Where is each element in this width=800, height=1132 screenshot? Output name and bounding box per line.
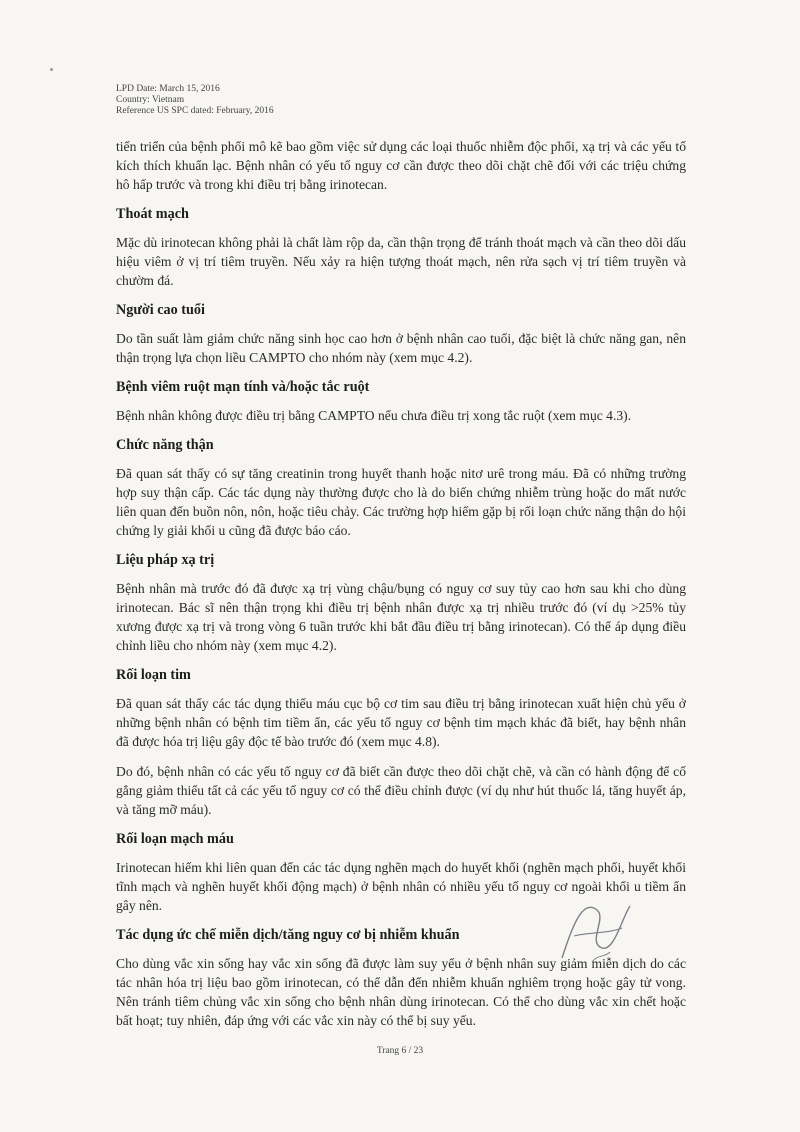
section-paragraph: Do tần suất làm giảm chức năng sinh học cao hơn ở bệnh nhân cao tuổi, đặc biệt là chức năng gan, nên thận trọng lựa chọn liều CAMPTO cho nhóm này (xem mục 4.2). xyxy=(116,331,686,365)
section-paragraph: Bệnh nhân mà trước đó đã được xạ trị vùng chậu/bụng có nguy cơ suy tủy cao hơn sau khi cho dùng irinotecan. Bác sĩ nên thận trọng khi điều trị bệnh nhân được xạ trị nhiều trước đó (ví dụ >25% tủy xương được xạ trị và trong vòng 6 tuần trước khi bắt đầu điều trị bằng irinotecan). Có thể áp dụng điều chỉnh liều cho nhóm này (xem mục 4.2). xyxy=(116,581,686,653)
section-paragraph: Mặc dù irinotecan không phải là chất làm rộp da, cần thận trọng để tránh thoát mạch và cần theo dõi dấu hiệu viêm ở vị trí tiêm truyền. Nếu xảy ra hiện tượng thoát mạch, nên rửa sạch vị trí tiêm truyền và chườm đá. xyxy=(116,235,686,288)
section-heading: Người cao tuổi xyxy=(116,302,205,318)
section-heading: Chức năng thận xyxy=(116,437,214,453)
header-lpd-date: LPD Date: March 15, 2016 xyxy=(116,84,220,94)
section-heading: Rối loạn mạch máu xyxy=(116,831,234,847)
section-heading: Bệnh viêm ruột mạn tính và/hoặc tắc ruột xyxy=(116,379,370,395)
section-heading: Tác dụng ức chế miễn dịch/tăng nguy cơ bị nhiễm khuẩn xyxy=(116,927,460,943)
section-paragraph: Bệnh nhân không được điều trị bằng CAMPTO nếu chưa điều trị xong tắc ruột (xem mục 4.3). xyxy=(116,408,632,423)
page-number: Trang 6 / 23 xyxy=(376,1046,424,1056)
document-header xyxy=(116,84,274,117)
section-paragraph: tiến triển của bệnh phổi mô kẽ bao gồm việc sử dụng các loại thuốc nhiễm độc phổi, xạ trị và các yếu tố kích thích khuẩn lạc. Bệnh nhân có yếu tố nguy cơ cần được theo dõi chặt chẽ đối với các triệu chứng hô hấp trước và trong khi điều trị bằng irinotecan. xyxy=(116,139,686,192)
section-paragraph: Cho dùng vắc xin sống hay vắc xin sống đã được làm suy yếu ở bệnh nhân suy giảm miễn dịch do các tác nhân hóa trị liệu bao gồm irinotecan, có thể dẫn đến nhiễm khuẩn nghiêm trọng hoặc gây tử vong. Nên tránh tiêm chủng vắc xin sống cho bệnh nhân dùng irinotecan. Có thể cho dùng vắc xin chết hoặc bất hoạt; tuy nhiên, đáp ứng với các vắc xin này có thể bị suy yếu. xyxy=(116,956,686,1028)
section-paragraph: Đã quan sát thấy các tác dụng thiếu máu cục bộ cơ tim sau điều trị bằng irinotecan xuất hiện chủ yếu ở những bệnh nhân có bệnh tim tiềm ẩn, các yếu tố nguy cơ bệnh tim mạch khác đã biết, hay bệnh nhân đã được hóa trị liệu gây độc tế bào trước đó (xem mục 4.8). xyxy=(116,696,686,749)
section-heading: Thoát mạch xyxy=(116,206,189,222)
scan-artifact xyxy=(50,68,53,71)
header-reference: Reference US SPC dated: February, 2016 xyxy=(116,106,274,116)
header-country: Country: Vietnam xyxy=(116,95,185,105)
section-paragraph: Irinotecan hiếm khi liên quan đến các tác dụng nghẽn mạch do huyết khối (nghẽn mạch phổi, huyết khối tĩnh mạch và nghẽn huyết khối động mạch) ở bệnh nhân có nhiều yếu tố nguy cơ ngoài khối u tiềm ẩn gây nên. xyxy=(116,860,686,913)
section-paragraph: Đã quan sát thấy có sự tăng creatinin trong huyết thanh hoặc nitơ urê trong máu. Đã có những trường hợp suy thận cấp. Các tác dụng này thường được cho là do biến chứng nhiễm trùng hoặc do mất nước liên quan đến buồn nôn, nôn, hoặc tiêu chảy. Các trường hợp hiếm gặp bị rối loạn chức năng thận do hội chứng ly giải khối u cũng đã được báo cáo. xyxy=(116,466,686,538)
section-heading: Liệu pháp xạ trị xyxy=(116,552,215,568)
section-paragraph: Do đó, bệnh nhân có các yếu tố nguy cơ đã biết cần được theo dõi chặt chẽ, và cần có hành động để cố gắng giảm thiểu tất cả các yếu tố nguy cơ có thể điều chỉnh được (ví dụ như hút thuốc lá, tăng huyết áp, và tăng mỡ máu). xyxy=(116,764,686,817)
section-heading: Rối loạn tim xyxy=(116,667,191,683)
handwritten-signature xyxy=(552,888,638,972)
